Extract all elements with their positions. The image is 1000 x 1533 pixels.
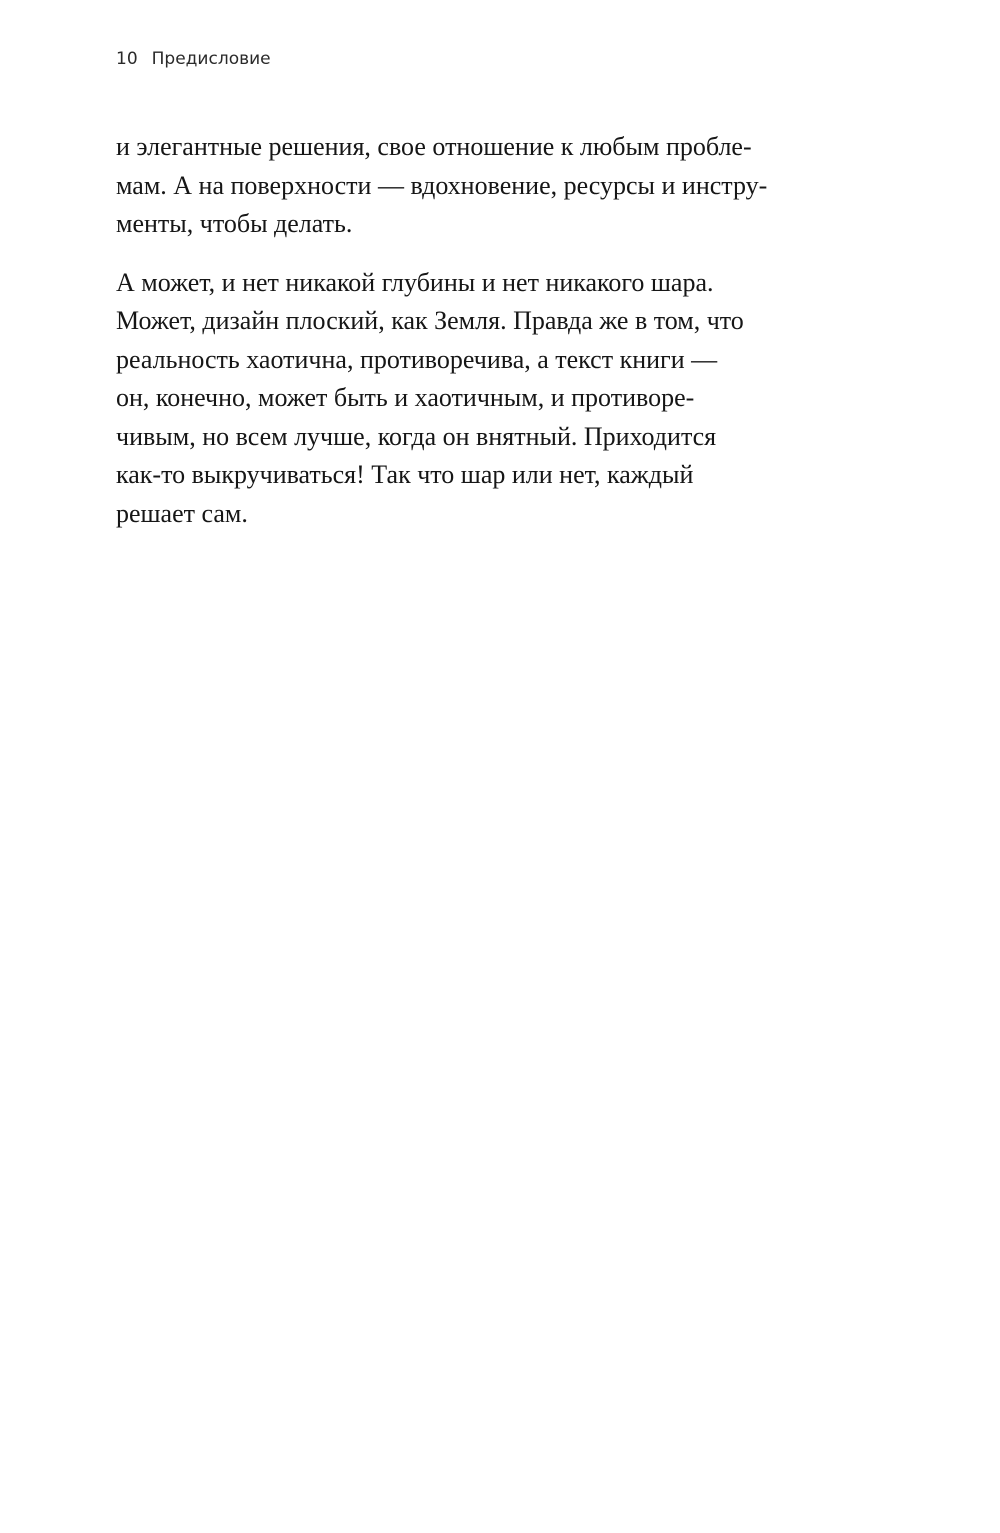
text-line: чивым, но всем лучше, когда он внятный. Приходится [116,421,717,451]
text-line: как-то выкручиваться! Так что шар или нет, каждый [116,460,694,489]
text-line: менты, чтобы делать. [116,209,353,238]
text-line: решает сам. [116,498,248,528]
chapter-title: Предисловие [151,49,271,69]
text-line: реальность хаотична, противоречива, а текст книги — [116,344,718,374]
paragraph-2 [116,264,816,534]
text-line: и элегантные решения, свое отношение к любым пробле- [116,132,752,161]
running-head [116,46,271,72]
text-line: он, конечно, может быть и хаотичным, и противоре- [116,383,695,412]
page-number: 10 [116,49,138,69]
text-line: А может, и нет никакой глубины и нет никакого шара. [116,267,714,297]
paragraph-1 [116,128,816,244]
text-line: Может, дизайн плоский, как Земля. Правда же в том, что [116,306,744,335]
body-text [116,128,816,533]
paragraph-gap [116,244,816,264]
text-line: мам. А на поверхности — вдохновение, ресурсы и инстру- [116,170,768,200]
